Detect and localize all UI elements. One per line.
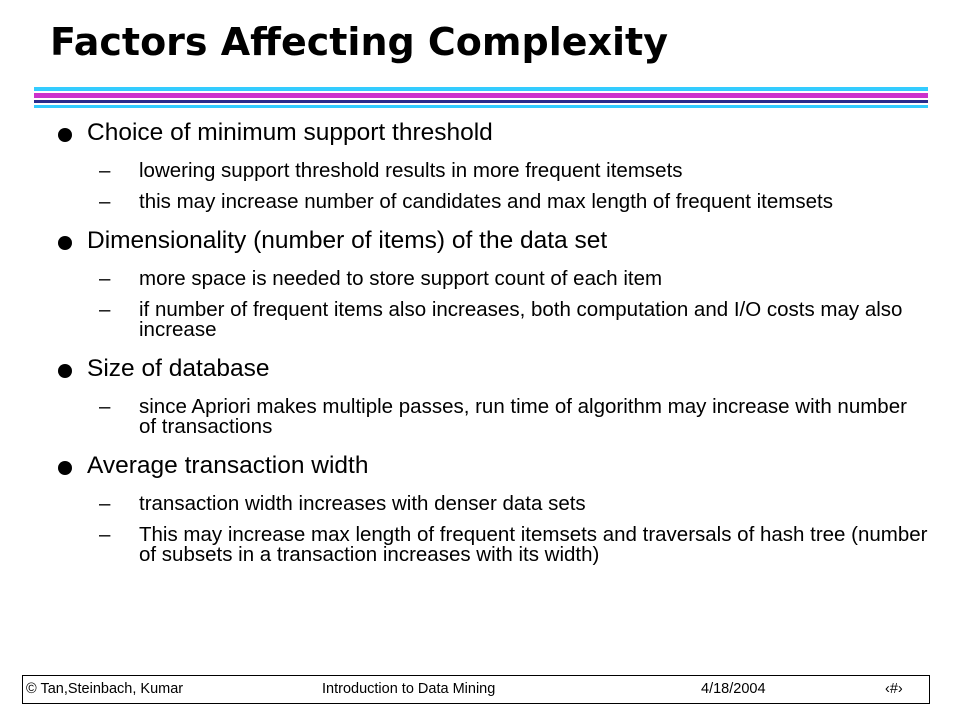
slide-title: Factors Affecting Complexity — [50, 20, 668, 64]
bullet-text: Choice of minimum support threshold — [87, 119, 493, 146]
dash-icon: – — [99, 190, 111, 213]
title-underline — [34, 87, 928, 110]
footer-course-title: Introduction to Data Mining — [322, 681, 496, 697]
dash-icon: – — [99, 523, 111, 546]
footer-page-number: ‹#› — [885, 681, 903, 697]
sub-bullet-text: this may increase number of candidates and max length of frequent itemsets — [139, 190, 833, 213]
sub-bullet — [58, 269, 928, 289]
dash-icon: – — [99, 159, 111, 182]
sub-bullet — [58, 494, 928, 514]
rule-cyan — [34, 87, 928, 91]
rule-navy — [34, 100, 928, 103]
bullet-item — [58, 354, 928, 384]
sub-bullet — [58, 161, 928, 181]
sub-bullet-text: lowering support threshold results in more frequent itemsets — [139, 159, 683, 182]
sub-bullet-text: more space is needed to store support count of each item — [139, 267, 663, 290]
sub-bullet-text: since Apriori makes multiple passes, run time of algorithm may increase with number of transactions — [139, 395, 907, 438]
bullet-text: Dimensionality (number of items) of the data set — [87, 227, 608, 254]
sub-bullet-text: This may increase max length of frequent itemsets and traversals of hash tree (number of subsets in a transaction increases with its width) — [139, 523, 928, 566]
bullet-text: Size of database — [87, 355, 270, 382]
dash-icon: – — [99, 492, 111, 515]
sub-bullet — [58, 300, 928, 340]
slide-footer — [22, 675, 930, 704]
slide-body — [58, 118, 928, 565]
footer-date: 4/18/2004 — [701, 681, 766, 697]
bullet-item — [58, 118, 928, 148]
bullet-dot-icon — [58, 236, 72, 250]
bullet-item — [58, 226, 928, 256]
sub-bullet-text: if number of frequent items also increases, both computation and I/O costs may also increase — [139, 298, 903, 341]
bullet-text: Average transaction width — [87, 452, 369, 479]
sub-bullet — [58, 525, 928, 565]
footer-copyright: © Tan,Steinbach, Kumar — [26, 681, 184, 697]
bullet-dot-icon — [58, 128, 72, 142]
rule-magenta — [34, 93, 928, 98]
dash-icon: – — [99, 298, 111, 321]
dash-icon: – — [99, 395, 111, 418]
sub-bullet — [58, 397, 928, 437]
bullet-item — [58, 451, 928, 481]
sub-bullet — [58, 192, 928, 212]
bullet-dot-icon — [58, 461, 72, 475]
sub-bullet-text: transaction width increases with denser data sets — [139, 492, 586, 515]
bullet-dot-icon — [58, 364, 72, 378]
dash-icon: – — [99, 267, 111, 290]
rule-cyan-bottom — [34, 105, 928, 108]
